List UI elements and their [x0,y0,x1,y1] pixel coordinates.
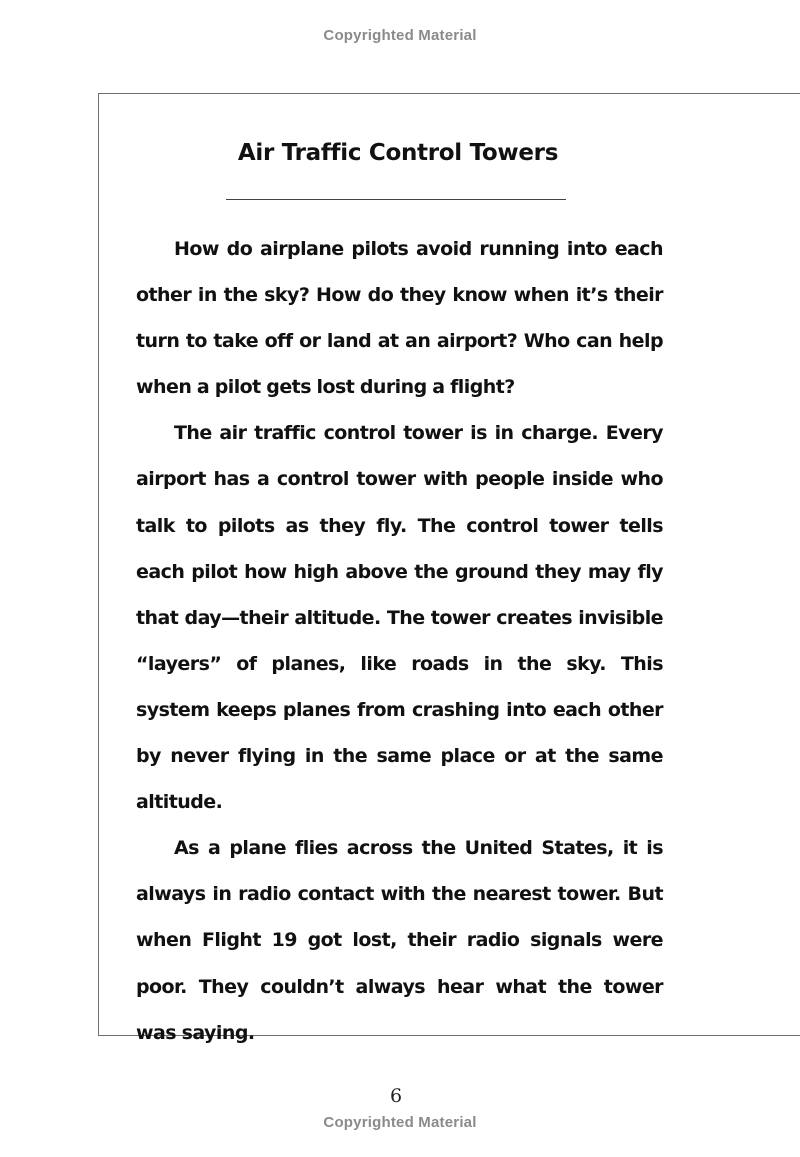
paragraph: The air traffic control tower is in charge. Every airport has a control tower with people inside who talk to pilots as they fly. The control tower tells each pilot how high above the ground they may fly that day—their altitude. The tower creates invisible “layers” of planes, like roads in the sky. This system keeps planes from crashing into each other by never flying in the same place or at the same altitude. [136,422,663,814]
sidebar-body [136,226,663,1056]
copyright-watermark-bottom: Copyrighted Material [323,1114,477,1131]
sidebar-title: Air Traffic Control Towers [237,140,559,166]
page-number: 6 [389,1085,403,1107]
title-divider [226,199,566,200]
paragraph: As a plane flies across the United States, it is always in radio contact with the nearest tower. But when Flight 19 got lost, their radio signals were poor. They couldn’t always hear what the tower was saying. [136,837,663,1044]
paragraph: How do airplane pilots avoid running into each other in the sky? How do they know when it’s their turn to take off or land at an airport? Who can help when a pilot gets lost during a flight? [136,238,663,399]
copyright-watermark-top: Copyrighted Material [323,27,477,44]
